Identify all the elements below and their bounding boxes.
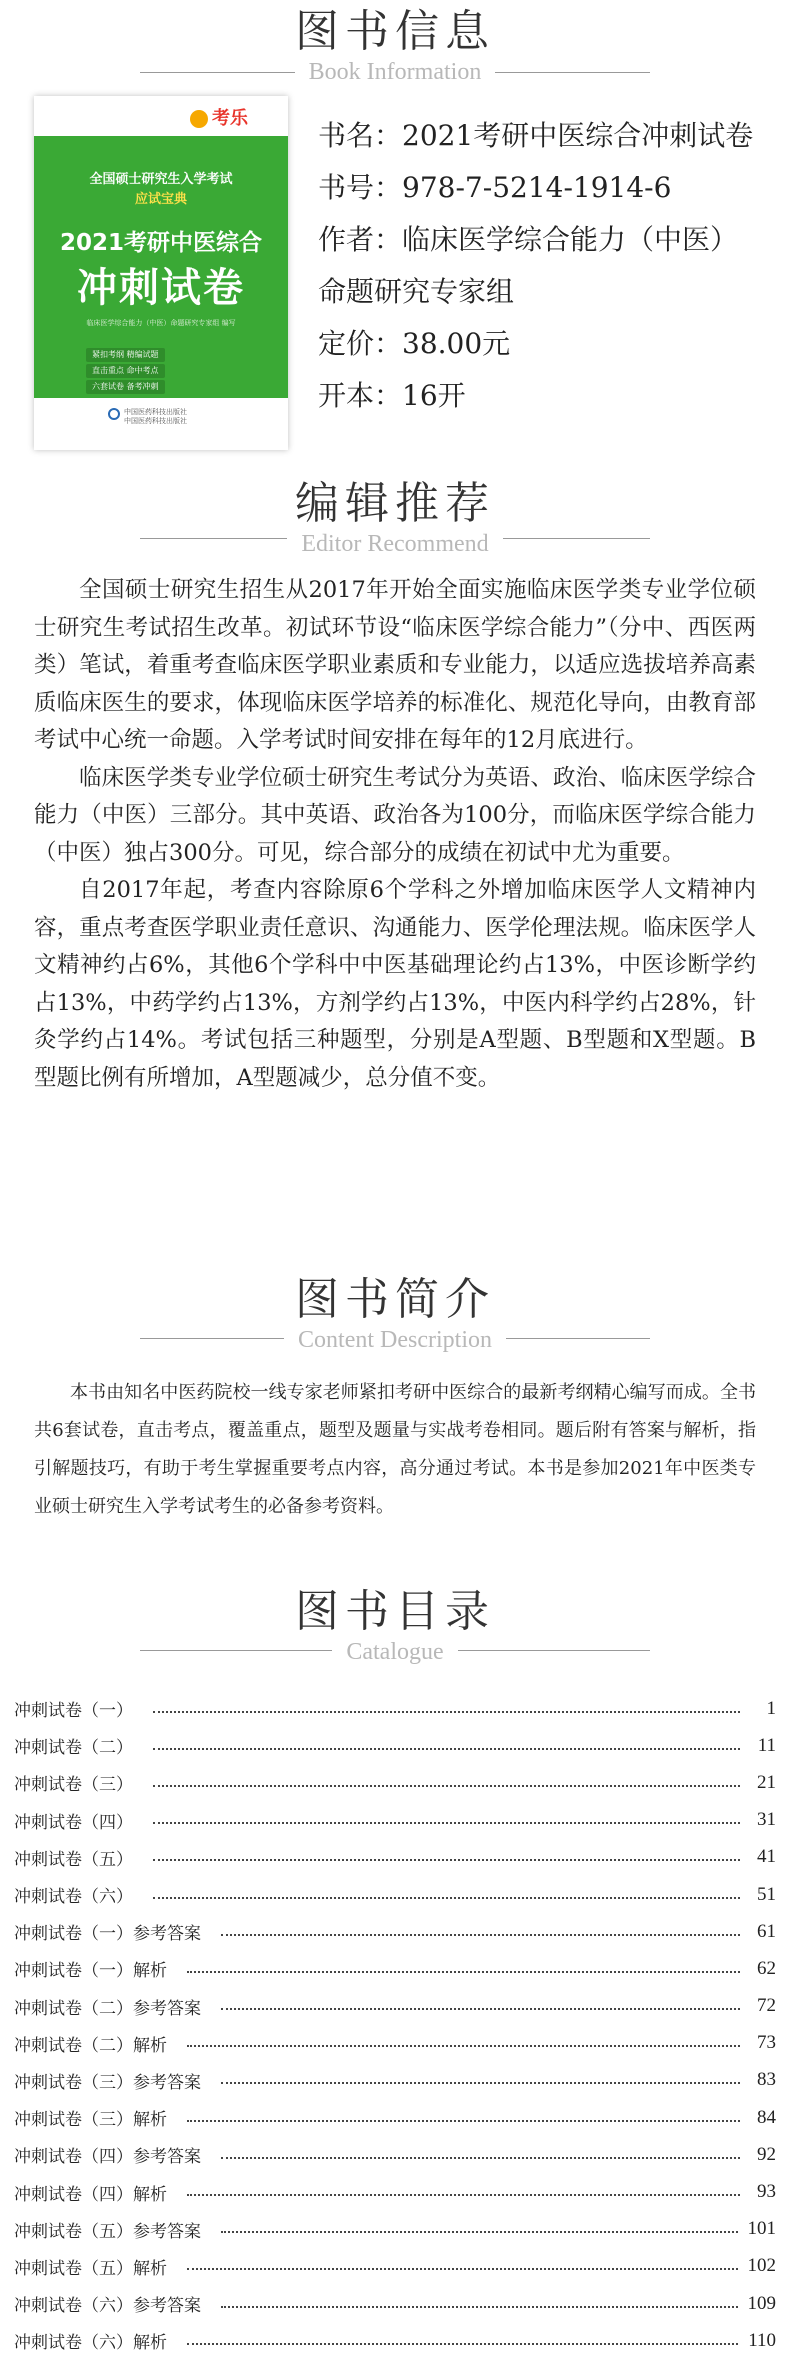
paragraph: 临床医学类专业学位硕士研究生考试分为英语、政治、临床医学综合能力（中医）三部分。其中英语、政治各为100分，而临床医学综合能力（中医）独占300分。可见，综合部分的成绩在初试中尤为重要。 <box>34 764 756 866</box>
section-header-editor <box>0 478 790 558</box>
toc-row <box>14 1988 776 2025</box>
section-header-info <box>0 6 790 86</box>
feature-item: 直击重点 命中考点 <box>86 364 165 378</box>
content-description-text <box>34 1374 756 1526</box>
toc-title: 冲刺试卷（五）参考答案 <box>14 2221 201 2242</box>
toc-leader-dots <box>153 1748 740 1750</box>
toc-leader-dots <box>187 1971 740 1973</box>
toc-row <box>14 2025 776 2062</box>
cover-subtitle: 全国硕士研究生入学考试 <box>89 172 233 187</box>
toc-page-number: 102 <box>747 2255 776 2277</box>
toc-title: 冲刺试卷（三） <box>14 1775 133 1796</box>
section-title: 图书信息 <box>295 6 495 57</box>
toc-title: 冲刺试卷（四） <box>14 1812 133 1833</box>
toc-leader-dots <box>153 1859 740 1861</box>
toc-title: 冲刺试卷（三）参考答案 <box>14 2072 201 2093</box>
toc-leader-dots <box>153 1897 740 1899</box>
feature-item: 紧扣考纲 精编试题 <box>86 348 165 362</box>
toc-page-number: 109 <box>747 2292 776 2314</box>
toc-page-number: 73 <box>757 2032 776 2054</box>
toc-title: 冲刺试卷（五） <box>14 1849 133 1870</box>
toc-row <box>14 1913 776 1950</box>
toc-leader-dots <box>221 2231 738 2233</box>
section-title: 图书目录 <box>295 1586 495 1637</box>
section-title: 图书简介 <box>295 1274 495 1325</box>
toc-page-number: 72 <box>757 1995 776 2017</box>
toc-row <box>14 2248 776 2285</box>
toc-title: 冲刺试卷（一）解析 <box>14 1961 167 1982</box>
toc-leader-dots <box>221 1934 740 1936</box>
info-author-cont: 命题研究专家组 <box>318 275 515 308</box>
toc-page-number: 101 <box>747 2218 776 2240</box>
toc-page-number: 93 <box>757 2181 776 2203</box>
toc-row <box>14 1876 776 1913</box>
toc-title: 冲刺试卷（六）参考答案 <box>14 2296 201 2317</box>
toc-row <box>14 2322 776 2359</box>
table-of-contents <box>14 1690 776 2359</box>
toc-title: 冲刺试卷（四）解析 <box>14 2184 167 2205</box>
publisher-mark-icon <box>108 408 120 420</box>
paragraph: 自2017年起，考查内容除原6个学科之外增加临床医学人文精神内容，重点考查医学职业责任意识、沟通能力、医学伦理法规。临床医学人文精神约占6%，其他6个学科中中医基础理论约占13%，中医诊断学约占13%，中药学约占13%，方剂学约占13%，中医内科学约占28%，针灸学约占14%。考试包括三种题型，分别是A型题、B型题和X型题。B型题比例有所增加，A型题减少，总分值不变。 <box>34 877 756 1091</box>
toc-leader-dots <box>187 2045 740 2047</box>
toc-row <box>14 2099 776 2136</box>
toc-leader-dots <box>187 2194 740 2196</box>
section-subtitle: Content Description <box>284 1326 506 1354</box>
toc-leader-dots <box>221 2306 738 2308</box>
toc-page-number: 1 <box>766 1697 776 1719</box>
cover-author: 临床医学综合能力（中医）命题研究专家组 编写 <box>86 319 236 327</box>
toc-leader-dots <box>187 2120 740 2122</box>
book-cover <box>34 96 288 450</box>
toc-row <box>14 1690 776 1727</box>
paragraph: 全国硕士研究生招生从2017年开始全面实施临床医学类专业学位硕士研究生考试招生改革。初试环节设“临床医学综合能力”（分中、西医两类）笔试，着重考查临床医学职业素质和专业能力，以适应选拔培养高素质临床医生的要求，体现临床医学培养的标准化、规范化导向，由教育部考试中心统一命题。入学考试时间安排在每年的12月底进行。 <box>34 577 756 753</box>
section-header-content <box>0 1274 790 1354</box>
toc-page-number: 31 <box>757 1809 776 1831</box>
toc-row <box>14 2211 776 2248</box>
toc-page-number: 84 <box>757 2106 776 2128</box>
toc-leader-dots <box>153 1711 740 1713</box>
toc-row <box>14 2136 776 2173</box>
feature-item: 六套试卷 备考冲刺 <box>86 380 165 394</box>
info-isbn: 书号：978-7-5214-1914-6 <box>318 171 672 204</box>
section-header-catalogue <box>0 1586 790 1666</box>
toc-page-number: 11 <box>757 1734 776 1756</box>
toc-row <box>14 1950 776 1987</box>
toc-title: 冲刺试卷（三）解析 <box>14 2110 167 2131</box>
toc-leader-dots <box>153 1822 740 1824</box>
section-title: 编辑推荐 <box>295 478 495 529</box>
cover-title-line1: 2021考研中医综合 <box>59 230 262 256</box>
toc-page-number: 21 <box>757 1771 776 1793</box>
toc-page-number: 83 <box>757 2069 776 2091</box>
toc-title: 冲刺试卷（四）参考答案 <box>14 2147 201 2168</box>
toc-row <box>14 1727 776 1764</box>
toc-row <box>14 2173 776 2210</box>
toc-leader-dots <box>221 2157 740 2159</box>
toc-page-number: 51 <box>757 1883 776 1905</box>
toc-leader-dots <box>221 2082 740 2084</box>
toc-row <box>14 2285 776 2322</box>
publisher-logo: 考乐 <box>190 104 248 130</box>
toc-leader-dots <box>153 1785 740 1787</box>
toc-leader-dots <box>187 2268 738 2270</box>
toc-page-number: 61 <box>757 1920 776 1942</box>
toc-title: 冲刺试卷（五）解析 <box>14 2258 167 2279</box>
toc-title: 冲刺试卷（二）解析 <box>14 2035 167 2056</box>
toc-title: 冲刺试卷（一）参考答案 <box>14 1924 201 1945</box>
info-author: 作者：临床医学综合能力（中医） <box>318 223 739 256</box>
section-subtitle: Catalogue <box>332 1638 457 1666</box>
toc-row <box>14 2062 776 2099</box>
section-subtitle: Editor Recommend <box>287 530 502 558</box>
editor-recommend-text <box>34 572 756 1097</box>
toc-leader-dots <box>221 2008 740 2010</box>
sun-icon <box>190 110 208 128</box>
toc-page-number: 62 <box>757 1957 776 1979</box>
toc-title: 冲刺试卷（二）参考答案 <box>14 1998 201 2019</box>
toc-page-number: 110 <box>748 2329 776 2351</box>
toc-title: 冲刺试卷（一） <box>14 1701 133 1722</box>
cover-series: 应试宝典 <box>134 192 187 207</box>
section-subtitle: Book Information <box>295 58 496 86</box>
toc-page-number: 41 <box>757 1846 776 1868</box>
cover-title-line2: 冲刺试卷 <box>77 265 245 311</box>
toc-row <box>14 1764 776 1801</box>
toc-page-number: 92 <box>757 2143 776 2165</box>
toc-row <box>14 1802 776 1839</box>
cover-features <box>86 348 165 396</box>
toc-title: 冲刺试卷（六） <box>14 1887 133 1908</box>
toc-title: 冲刺试卷（六）解析 <box>14 2333 167 2354</box>
info-name: 书名：2021考研中医综合冲刺试卷 <box>318 119 754 152</box>
paragraph: 本书由知名中医药院校一线专家老师紧扣考研中医综合的最新考纲精心编写而成。全书共6套试卷，直击考点，覆盖重点，题型及题量与实战考卷相同。题后附有答案与解析，指引解题技巧，有助于考生掌握重要考点内容，高分通过考试。本书是参加2021年中医类专业硕士研究生入学考试考生的必备参考资料。 <box>34 1382 756 1517</box>
cover-publisher: 中国医药科技出版社 中国医药科技出版社 <box>124 408 187 425</box>
toc-title: 冲刺试卷（二） <box>14 1738 133 1759</box>
info-format: 开本：16开 <box>318 379 466 412</box>
toc-leader-dots <box>187 2343 738 2345</box>
toc-row <box>14 1839 776 1876</box>
info-price: 定价：38.00元 <box>318 327 511 360</box>
